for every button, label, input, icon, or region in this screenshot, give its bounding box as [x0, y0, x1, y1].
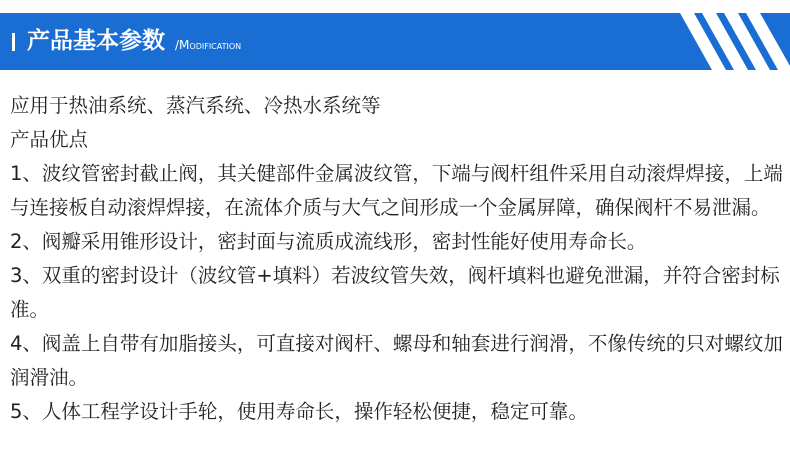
application-line: 应用于热油系统、蒸汽系统、冷热水系统等 [10, 94, 381, 117]
advantages-heading: 产品优点 [10, 128, 89, 151]
section-title: 产品基本参数 [27, 28, 165, 54]
stripes-decoration-icon [650, 13, 790, 70]
advantage-item-5: 5、人体工程学设计手轮，使用寿命长，操作轻松便捷，稳定可靠。 [10, 400, 588, 423]
product-description [10, 89, 785, 429]
header-accent-bar [12, 33, 15, 51]
advantage-item-2: 2、阀瓣采用锥形设计，密封面与流质成流线形，密封性能好使用寿命长。 [10, 230, 647, 253]
advantage-item-4: 4、阀盖上自带有加脂接头，可直接对阀杆、螺母和轴套进行润滑，不像传统的只对螺纹加润滑油。 [10, 332, 783, 389]
section-subtitle: /Modification [175, 38, 242, 52]
advantage-item-3: 3、双重的密封设计（波纹管+填料）若波纹管失效，阀杆填料也避免泄漏，并符合密封标准。 [10, 264, 780, 321]
section-header-banner [0, 13, 790, 70]
advantage-item-1: 1、波纹管密封截止阀，其关健部件金属波纹管，下端与阀杆组件采用自动滚焊焊接，上端与连接板自动滚焊焊接，在流体介质与大气之间形成一个金属屏障，确保阀杆不易泄漏。 [10, 162, 783, 219]
